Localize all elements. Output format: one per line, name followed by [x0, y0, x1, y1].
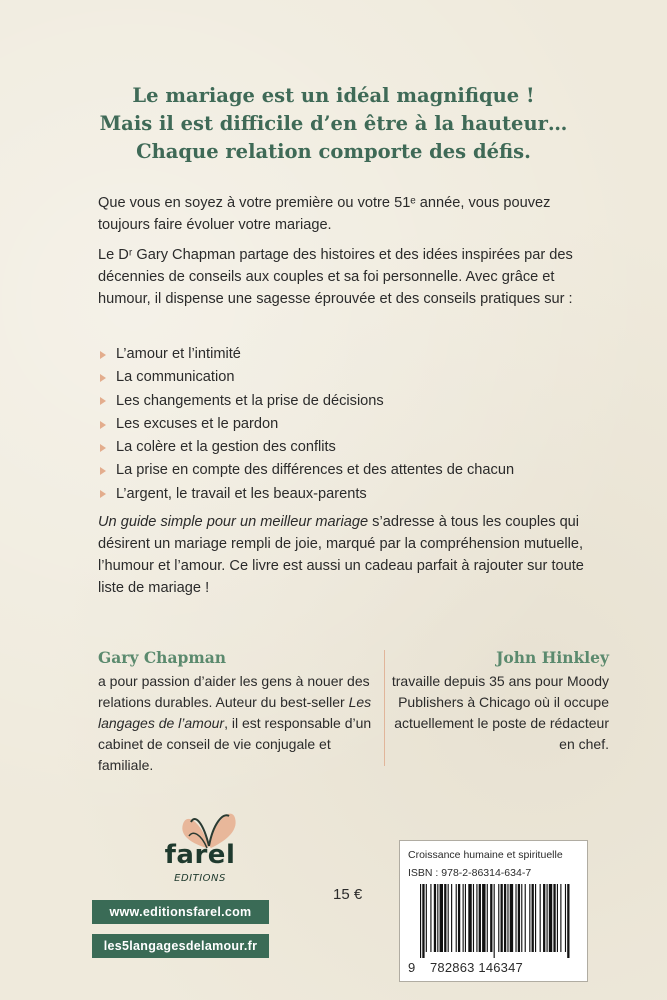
publisher-logo-subtitle: EDITIONS — [174, 873, 226, 884]
bullet-icon — [100, 397, 106, 405]
intro-paragraph-2: Le Dʳ Gary Chapman partage des histoires et des idées inspirées par des décennies de conseils aux couples et sa foi personnelle. Avec grâce et humour, il dispense une sagesse éprouvée et des conseils pratiques sur : — [98, 247, 573, 307]
intro-paragraph-1: Que vous en soyez à votre première ou votre 51ᵉ année, vous pouvez toujours faire évoluer votre mariage. — [98, 195, 551, 233]
isbn-panel — [399, 840, 588, 982]
bullet-icon — [100, 351, 106, 359]
author-name-john: John Hinkley — [496, 648, 609, 667]
closing-paragraph: Un guide simple pour un meilleur mariage s’adresse à tous les couples qui désirent un mariage rempli de joie, marqué par la compréhension mutuelle, l’humour et l’amour. Ce livre est aussi un cadeau parfait à rajouter sur toute liste de mariage ! — [98, 514, 584, 596]
barcode-lead-digit: 9 — [408, 960, 416, 975]
author-bio-john: travaille depuis 35 ans pour Moody Publishers à Chicago où il occupe actuellement le poste de rédacteur en chef. — [391, 673, 609, 752]
bullet-icon — [100, 467, 106, 475]
list-item: Les changements et la prise de décisions — [98, 390, 578, 413]
barcode-icon — [420, 884, 570, 958]
list-item: L’amour et l’intimité — [98, 343, 578, 366]
book-title: Un guide simple pour un meilleur mariage — [98, 514, 369, 530]
bio-book-title: Les langages de l’amour — [98, 694, 372, 731]
price: 15 € — [333, 886, 363, 903]
tagline-line-1: Le mariage est un idéal magnifique ! — [132, 84, 535, 107]
list-item: La prise en compte des différences et des attentes de chacun — [98, 459, 578, 482]
isbn-number: ISBN : 978-2-86314-634-7 — [408, 867, 532, 879]
bullet-icon — [100, 490, 106, 498]
tagline-line-3: Chaque relation comporte des défis. — [136, 140, 531, 163]
author-name-gary: Gary Chapman — [98, 648, 227, 667]
tagline — [0, 82, 667, 166]
barcode-digits: 782863 146347 — [430, 960, 523, 975]
list-item: Les excuses et le pardon — [98, 413, 578, 436]
publisher-logo-text: farel — [164, 840, 236, 870]
bullet-icon — [100, 421, 106, 429]
bullet-icon — [100, 444, 106, 452]
tagline-line-2: Mais il est difficile d’en être à la hauteur… — [99, 112, 568, 135]
list-item: La communication — [98, 366, 578, 389]
topics-list — [98, 343, 578, 506]
bullet-icon — [100, 374, 106, 382]
book-website-link[interactable]: les5langagesdelamour.fr — [92, 934, 269, 958]
list-item: L’argent, le travail et les beaux-parents — [98, 483, 578, 506]
list-item: La colère et la gestion des conflits — [98, 436, 578, 459]
author-bio-gary: a pour passion d’aider les gens à nouer des relations durables. Auteur du best-seller Les langages de l’amour, il est responsable d’un cabinet de conseil de vie conjugale et familiale. — [98, 673, 372, 773]
isbn-category: Croissance humaine et spirituelle — [408, 849, 563, 861]
publisher-website-link[interactable]: www.editionsfarel.com — [92, 900, 269, 924]
